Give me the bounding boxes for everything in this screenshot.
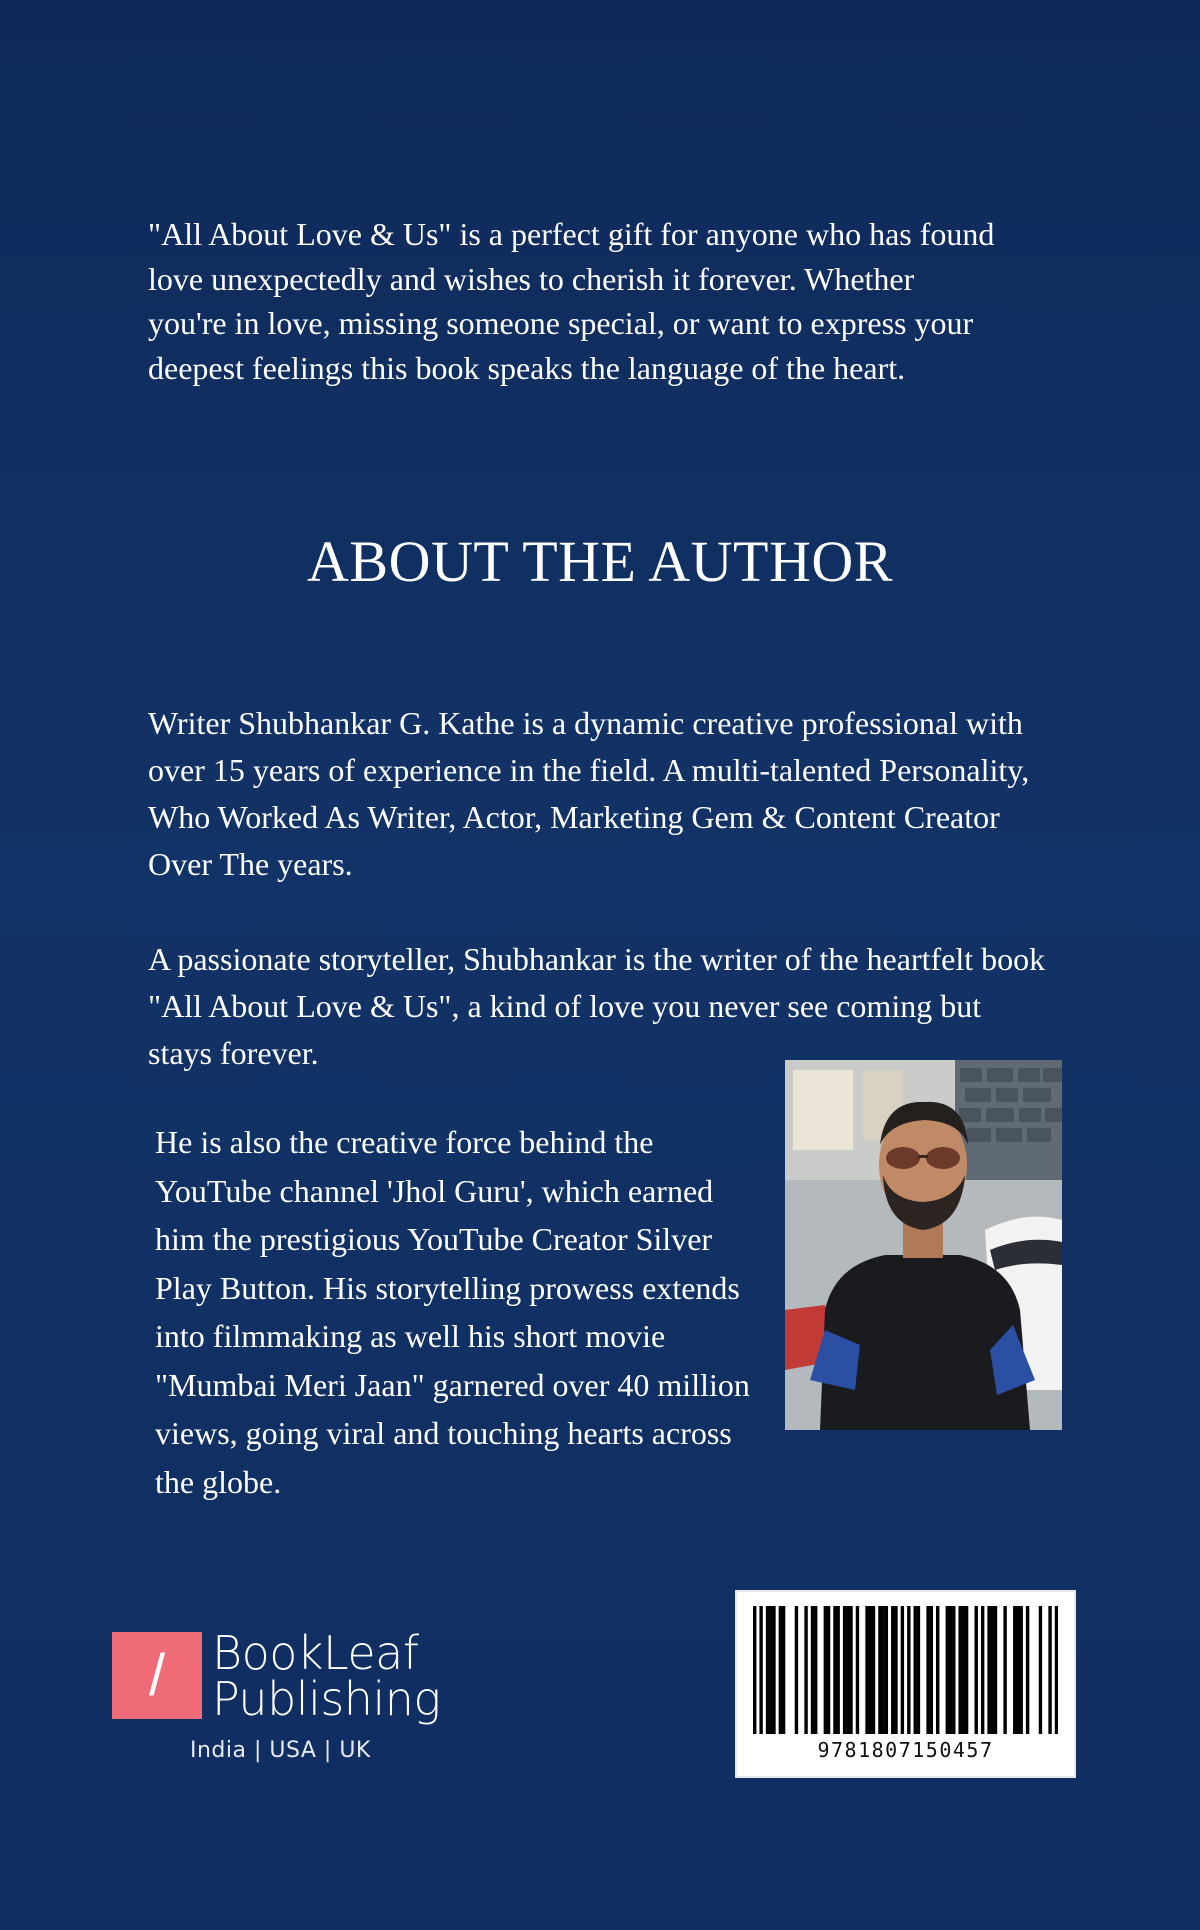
barcode-bar xyxy=(1003,1606,1006,1734)
barcode-bar xyxy=(769,1606,772,1734)
barcode-bar xyxy=(782,1606,785,1734)
barcode-bar xyxy=(952,1606,955,1734)
barcode-bar xyxy=(872,1606,875,1734)
barcode-bar xyxy=(881,1606,884,1734)
barcode-bar xyxy=(975,1606,978,1734)
barcode-bar xyxy=(772,1606,775,1734)
barcode-bar xyxy=(958,1606,961,1734)
author-bio-paragraph-2: A passionate storyteller, Shubhankar is the writer of the heartfelt book "All About Love & Us", a kind of love you never see coming but stays forever. xyxy=(148,941,1046,1071)
publisher-regions: India | USA | UK xyxy=(190,1738,371,1763)
author-bio-paragraph-3: He is also the creative force behind the YouTube channel 'Jhol Guru', which earned him the prestigious YouTube Creator Silver Play Button. His storytelling prowess extends into filmmaking as well his short movie "Mumbai Meri Jaan" garnered over 40 million views, going viral and touching hearts across the globe. xyxy=(155,1124,750,1500)
barcode-bar xyxy=(811,1606,814,1734)
barcode-bar xyxy=(981,1606,984,1734)
publisher-logo xyxy=(112,1626,472,1770)
barcode-bar xyxy=(856,1606,859,1734)
barcode-bar xyxy=(946,1606,949,1734)
barcode-bar xyxy=(753,1606,756,1734)
barcode-bar xyxy=(994,1606,997,1734)
publisher-name-line-2: Publishing xyxy=(212,1672,441,1726)
barcode-bar xyxy=(962,1606,965,1734)
barcode-bar xyxy=(846,1606,849,1734)
barcode-bar xyxy=(894,1606,897,1734)
barcode-bar xyxy=(833,1606,836,1734)
barcode-bar xyxy=(930,1606,933,1734)
barcode-bar xyxy=(849,1606,852,1734)
barcode-bar xyxy=(865,1606,868,1734)
barcode-bar xyxy=(885,1606,888,1734)
author-photo xyxy=(785,1060,1062,1430)
barcode-bar xyxy=(836,1606,839,1734)
barcode-bar xyxy=(965,1606,968,1734)
barcode-bar xyxy=(766,1606,769,1734)
barcode-bar xyxy=(891,1606,894,1734)
barcode-bar xyxy=(991,1606,994,1734)
barcode-bar xyxy=(814,1606,817,1734)
barcode-bar xyxy=(795,1606,798,1734)
barcode-bar xyxy=(949,1606,952,1734)
barcode-bar xyxy=(878,1606,881,1734)
barcode-bar xyxy=(869,1606,872,1734)
barcode-bar xyxy=(1039,1606,1042,1734)
barcode-bar xyxy=(824,1606,827,1734)
book-blurb: "All About Love & Us" is a perfect gift for anyone who has found love unexpectedly and wishes to cherish it forever. Whether you're in love, missing someone special, or want to express your deepest feelings this book speaks the language of the heart. xyxy=(148,216,995,386)
barcode-bar xyxy=(1026,1606,1029,1734)
about-author-heading: ABOUT THE AUTHOR xyxy=(307,529,893,594)
publisher-name xyxy=(212,1626,472,1726)
publisher-slash-mark: / xyxy=(112,1632,202,1719)
barcode-bar xyxy=(1013,1606,1016,1734)
barcode-bar xyxy=(843,1606,846,1734)
author-bio-paragraph-1: Writer Shubhankar G. Kathe is a dynamic creative professional with over 15 years of experience in the field. A multi-talented Personality, Who Worked As Writer, Actor, Marketing Gem & Content Creator Over The years. xyxy=(148,705,1030,882)
barcode-bar xyxy=(914,1606,917,1734)
barcode-bar xyxy=(926,1606,929,1734)
barcode-bar xyxy=(1016,1606,1019,1734)
barcode-bar xyxy=(827,1606,830,1734)
barcode-bar xyxy=(907,1606,910,1734)
isbn-barcode xyxy=(735,1590,1076,1778)
publisher-name-line-1: BookLeaf xyxy=(212,1626,419,1680)
barcode-bar xyxy=(917,1606,920,1734)
barcode-bar xyxy=(936,1606,939,1734)
barcode-bar xyxy=(759,1606,762,1734)
barcode-bar xyxy=(987,1606,990,1734)
barcode-bar xyxy=(804,1606,807,1734)
barcode-bar xyxy=(779,1606,782,1734)
barcode-bars xyxy=(753,1606,1058,1734)
barcode-bar xyxy=(901,1606,904,1734)
barcode-bar xyxy=(1019,1606,1022,1734)
barcode-bar xyxy=(1055,1606,1058,1734)
barcode-bar xyxy=(1048,1606,1051,1734)
isbn-number: 9781807150457 xyxy=(817,1738,994,1762)
